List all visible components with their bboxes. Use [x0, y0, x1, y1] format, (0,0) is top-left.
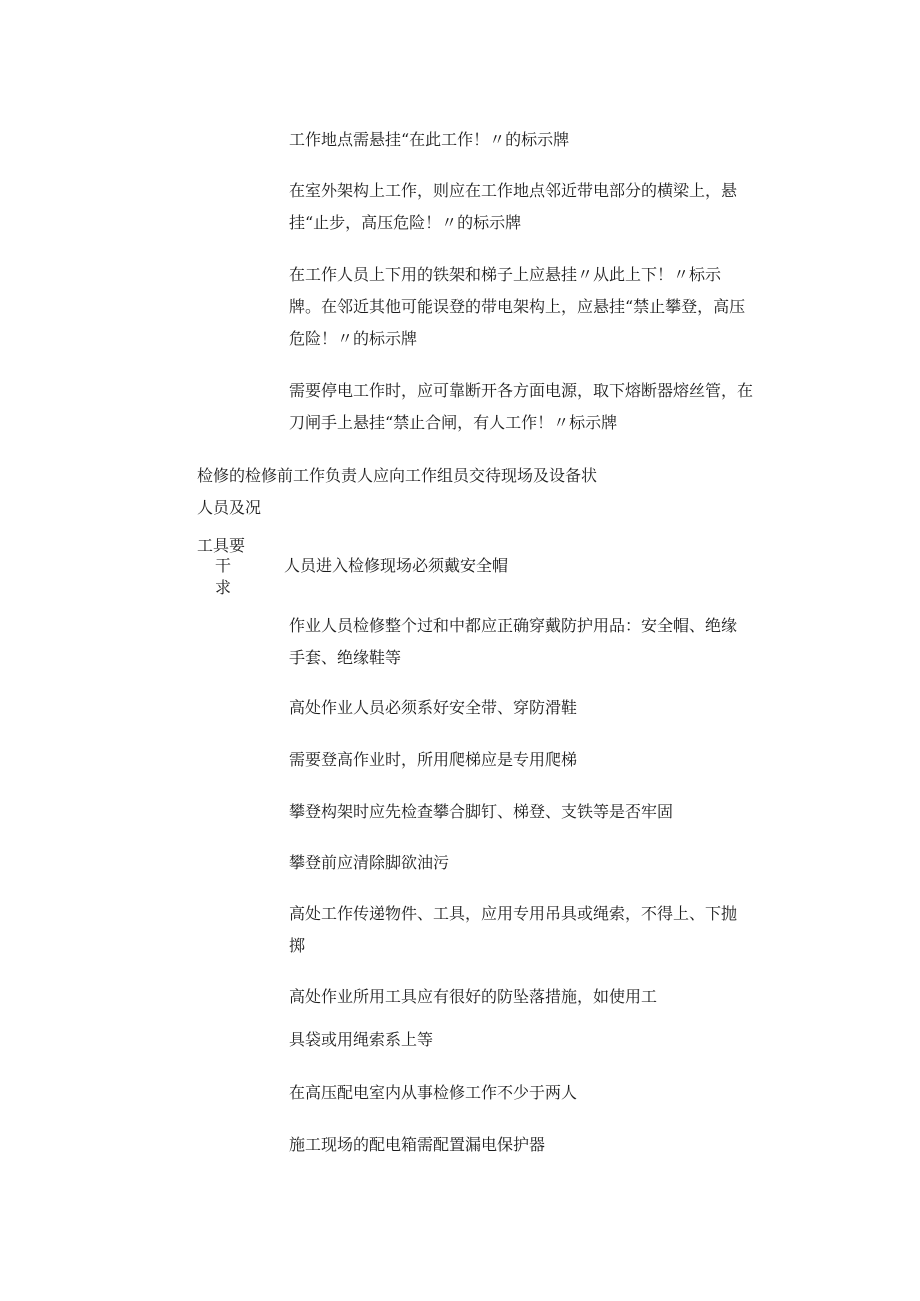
paragraph-check-structure: 攀登构架时应先检查攀合脚钉、梯登、支铁等是否牢固 — [289, 802, 674, 821]
paragraph-ladder-type: 需要登高作业时，所用爬梯应是专用爬梯 — [289, 750, 578, 769]
paragraph-power-off — [289, 375, 753, 439]
paragraph-line: 在工作人员上下用的铁架和梯子上应悬挂〃从此上下！〃标示 — [289, 265, 722, 284]
paragraph-line: 掷 — [289, 936, 306, 955]
paragraph-line: 刀闸手上悬挂“禁止合闸，有人工作！〃标示牌 — [289, 413, 618, 432]
paragraph-outdoor-structure — [289, 175, 737, 239]
paragraph-ladder-sign — [289, 259, 745, 355]
side-label-line: 求 — [215, 578, 232, 597]
paragraph-helmet: 人员进入检修现场必须戴安全帽 — [284, 556, 509, 575]
paragraph-line: 需要停电工作时，应可靠断开各方面电源，取下熔断器熔丝管，在 — [289, 381, 754, 400]
side-label-line: 干 — [215, 556, 232, 575]
paragraph-leakage-protector: 施工现场的配电箱需配置漏电保护器 — [289, 1135, 546, 1154]
paragraph-two-person: 在高压配电室内从事检修工作不少于两人 — [289, 1083, 578, 1102]
paragraph-safety-belt: 高处作业人员必须系好安全带、穿防滑鞋 — [289, 698, 578, 717]
paragraph-line: 危险！〃的标示牌 — [289, 329, 418, 348]
paragraph-fall-prevention-cont: 具袋或用绳索系上等 — [289, 1030, 434, 1049]
paragraph-clean-oil: 攀登前应清除脚欲油污 — [289, 853, 450, 872]
paragraph-line: 高处工作传递物件、工具，应用专用吊具或绳索，不得上、下抛 — [289, 904, 738, 923]
section-heading-line: 检修的检修前工作负责人应向工作组员交待现场及设备状 — [197, 466, 598, 485]
paragraph-protective-gear — [289, 610, 737, 674]
paragraph-tool-transfer — [289, 898, 737, 962]
section-heading-line: 人员及况 — [197, 498, 262, 517]
paragraph-line: 手套、绝缘鞋等 — [289, 648, 402, 667]
paragraph-line: 挂“止步，高压危险！〃的标示牌 — [289, 213, 522, 232]
paragraph-line: 在室外架构上工作，则应在工作地点邻近带电部分的横梁上，悬 — [289, 181, 738, 200]
paragraph-sign-work-here: 工作地点需悬挂“在此工作！〃的标示牌 — [289, 130, 570, 149]
side-label-line: 工具要 — [197, 536, 246, 555]
paragraph-line: 作业人员检修整个过和中都应正确穿戴防护用品：安全帽、绝缘 — [289, 616, 738, 635]
paragraph-fall-prevention: 高处作业所用工具应有很好的防坠落措施，如使用工 — [289, 987, 658, 1006]
paragraph-line: 牌。在邻近其他可能误登的带电架构上，应悬挂“禁止攀登，高压 — [289, 297, 746, 316]
